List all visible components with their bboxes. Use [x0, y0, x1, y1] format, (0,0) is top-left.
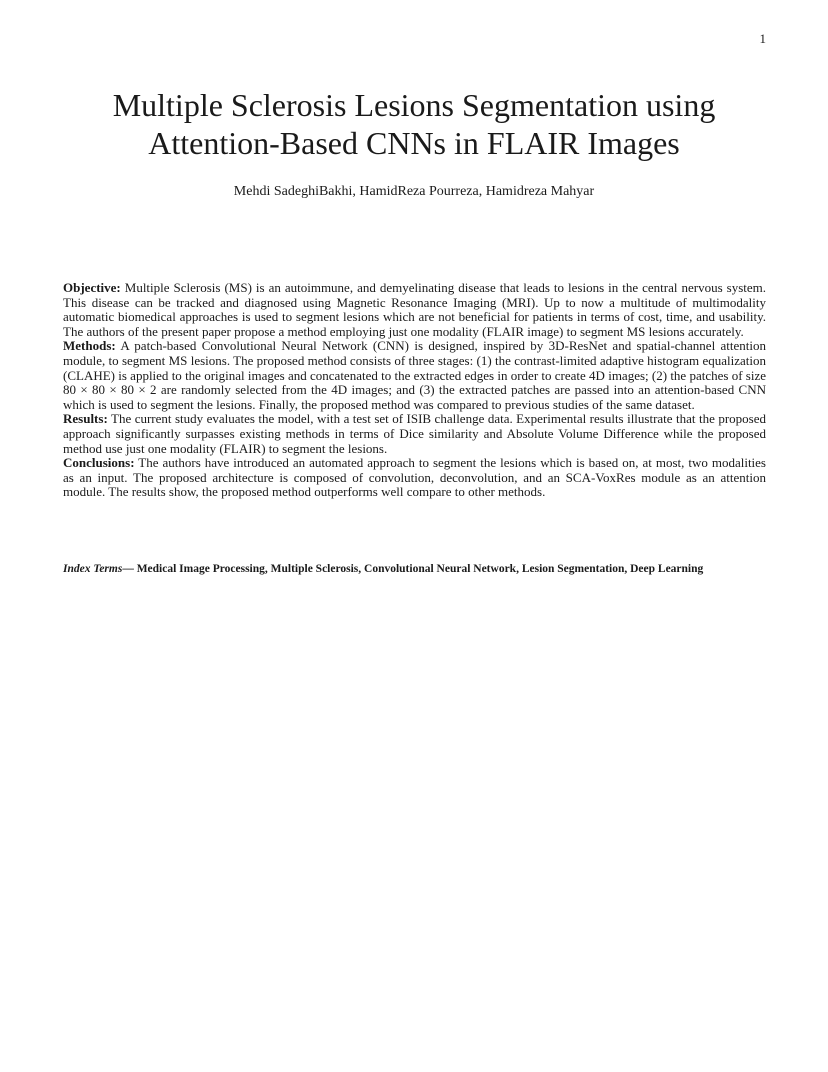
conclusions-label: Conclusions:: [63, 455, 135, 471]
objective-text: Multiple Sclerosis (MS) is an autoimmune, and demyelinating disease that leads to lesions in the central nervous system. This disease can be tracked and diagnosed using Magnetic Resonance Imaging (MRI). Up to now a multitude of multimodality automatic biomedical approaches is used to segment lesions which are not beneficial for patients in terms of cost, time, and usability. The authors of the present paper propose a method employing just one modality (FLAIR image) to segment MS lesions accurately.: [63, 280, 766, 339]
results-label: Results:: [63, 411, 108, 427]
author-list: Mehdi SadeghiBakhi, HamidReza Pourreza, Hamidreza Mahyar: [233, 184, 595, 199]
index-terms-text: Medical Image Processing, Multiple Sclerosis, Convolutional Neural Network, Lesion Segmentation, Deep Learning: [136, 563, 704, 575]
paper-title-line-1: Multiple Sclerosis Lesions Segmentation using: [112, 87, 716, 123]
index-terms-label: Index Terms: [63, 563, 123, 575]
abstract-objective: [63, 281, 766, 339]
methods-text: A patch-based Convolutional Neural Network (CNN) is designed, inspired by 3D-ResNet and spatial-channel attention module, to segment MS lesions. The proposed method consists of three stages: (1) the contrast-limited adaptive histogram equalization (CLAHE) is applied to the original images and concatenated to the extracted edges in order to create 4D images; (2) the patches of size 80 × 80 × 80 × 2 are randomly selected from the 4D images; and (3) the extracted patches are passed into an attention-based CNN which is used to segment the lesions. Finally, the proposed method was compared to previous studies of the same dataset.: [63, 338, 766, 412]
methods-label: Methods:: [63, 338, 116, 354]
abstract: [63, 281, 766, 500]
index-terms-dash: —: [122, 563, 137, 575]
page-number: 1: [759, 31, 766, 46]
results-text: The current study evaluates the model, with a test set of ISIB challenge data. Experimental results illustrate that the proposed approach significantly surpasses existing methods in terms of Dice similarity and Absolute Volume Difference while the proposed method use just one modality (FLAIR) to segment the lesions.: [63, 411, 766, 456]
conclusions-text: The authors have introduced an automated approach to segment the lesions which is based on, at most, two modalities as an input. The proposed architecture is composed of convolution, deconvolution, and an SCA-VoxRes module as an attention module. The results show, the proposed method outperforms well compare to other methods.: [63, 455, 766, 500]
paper-title: [40, 86, 788, 162]
paper-title-line-2: Attention-Based CNNs in FLAIR Images: [148, 125, 680, 161]
index-terms: [63, 563, 766, 575]
objective-label: Objective:: [63, 280, 121, 295]
abstract-methods: [63, 339, 766, 412]
abstract-results: [63, 412, 766, 456]
abstract-conclusions: [63, 456, 766, 500]
